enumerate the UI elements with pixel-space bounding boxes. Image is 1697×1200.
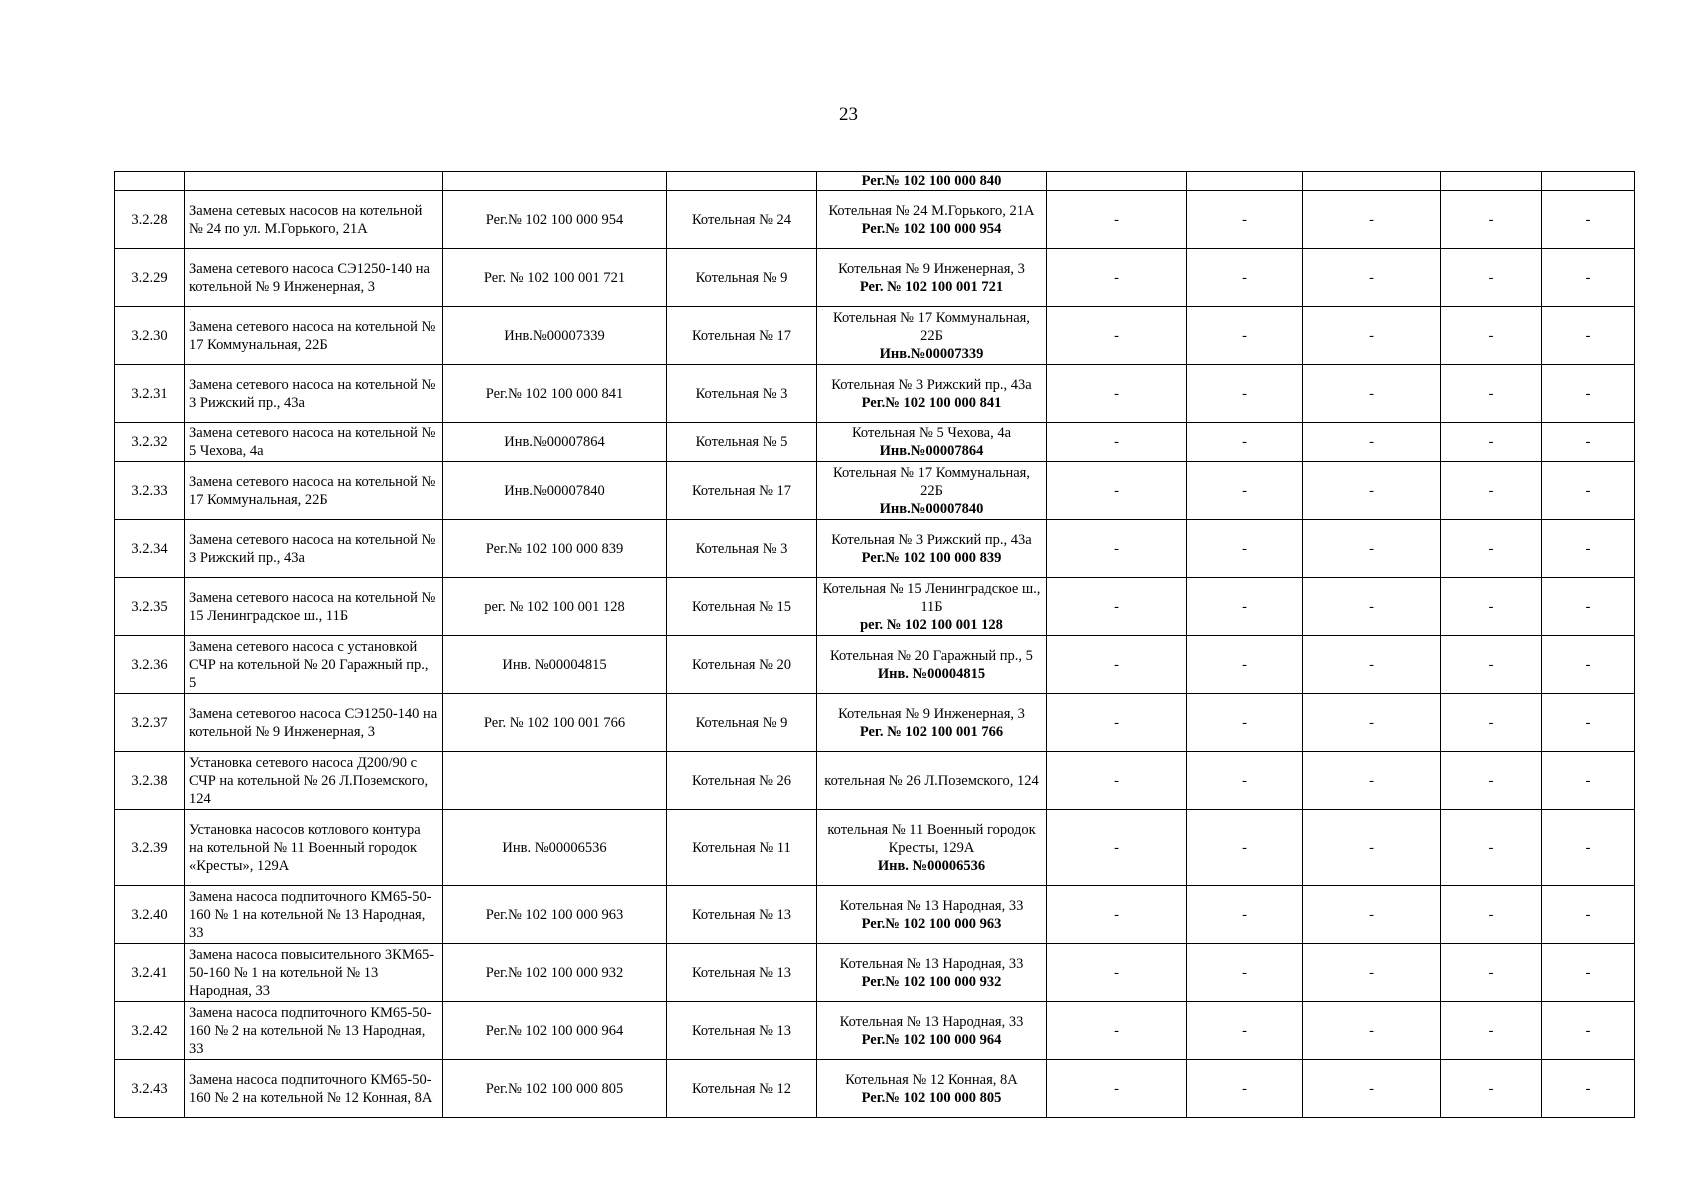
row-location-reg: Инв.№00007864: [879, 443, 984, 459]
row-cell-dash: -: [1441, 578, 1542, 636]
row-location-reg: Инв. №00004815: [877, 665, 986, 682]
row-cell-dash: -: [1047, 423, 1187, 462]
row-location-reg: Рег.№ 102 100 000 954: [861, 220, 1002, 237]
row-inventory-number: Инв.№00007840: [443, 462, 667, 520]
row-inventory-number: Инв. №00004815: [443, 636, 667, 694]
row-location-text: Котельная № 15 Ленинградское ш., 11Б: [822, 580, 1041, 615]
row-description: Замена сетевых насосов на котельной № 24 по ул. М.Горького, 21А: [185, 191, 443, 249]
table-row: [115, 1060, 1635, 1118]
row-cell-dash: -: [1441, 636, 1542, 694]
row-location: [817, 520, 1047, 578]
row-cell-dash: -: [1187, 752, 1303, 810]
row-location: [817, 1060, 1047, 1118]
row-inventory-number: Рег.№ 102 100 000 839: [443, 520, 667, 578]
row-description: Замена сетевогоо насоса СЭ1250-140 на котельной № 9 Инженерная, 3: [185, 694, 443, 752]
table-row: [115, 423, 1635, 462]
row-location-reg: рег. № 102 100 001 128: [860, 616, 1003, 633]
row-cell-dash: -: [1047, 520, 1187, 578]
row-inventory-number: Рег.№ 102 100 000 932: [443, 944, 667, 1002]
row-cell-dash: -: [1542, 636, 1635, 694]
row-location: [817, 423, 1047, 462]
row-inventory-number: Инв. №00006536: [443, 810, 667, 886]
row-object: Котельная № 13: [667, 1002, 817, 1060]
row-number: 3.2.29: [115, 249, 185, 307]
row-number: 3.2.32: [115, 423, 185, 462]
row-description: Замена сетевого насоса на котельной № 3 Рижский пр., 43а: [185, 520, 443, 578]
row-location: [817, 249, 1047, 307]
row-location-reg: Рег.№ 102 100 000 964: [861, 1031, 1002, 1048]
row-cell-dash: -: [1187, 520, 1303, 578]
row-location-text: Котельная № 3 Рижский пр., 43а: [831, 531, 1032, 548]
row-location: [817, 462, 1047, 520]
row-cell-dash: -: [1303, 365, 1441, 423]
row-number: 3.2.30: [115, 307, 185, 365]
table-row: [115, 886, 1635, 944]
row-cell-dash: -: [1441, 307, 1542, 365]
row-object: Котельная № 26: [667, 752, 817, 810]
row-location: [817, 810, 1047, 886]
row-cell-dash: -: [1441, 752, 1542, 810]
row-description: Замена насоса подпиточного КМ65-50-160 № 2 на котельной № 12 Конная, 8А: [185, 1060, 443, 1118]
row-cell-dash: -: [1303, 191, 1441, 249]
row-description: Установка сетевого насоса Д200/90 с СЧР на котельной № 26 Л.Поземского, 124: [185, 752, 443, 810]
row-cell-dash: -: [1187, 810, 1303, 886]
row-inventory-number: [443, 752, 667, 810]
page-number: 23: [839, 104, 858, 125]
row-location: [817, 578, 1047, 636]
row-cell-dash: -: [1047, 944, 1187, 1002]
row-object: Котельная № 9: [667, 694, 817, 752]
row-cell-dash: -: [1441, 365, 1542, 423]
row-location-text: Котельная № 9 Инженерная, 3: [838, 260, 1025, 277]
row-object: Котельная № 13: [667, 886, 817, 944]
row-cell-dash: -: [1542, 520, 1635, 578]
row-cell-dash: -: [1542, 462, 1635, 520]
row-location-text: котельная № 11 Военный городок Кресты, 129А: [827, 821, 1036, 856]
table-body: [115, 172, 1635, 1118]
table-row: [115, 307, 1635, 365]
row-number: 3.2.36: [115, 636, 185, 694]
row-cell-dash: -: [1542, 944, 1635, 1002]
row-location-text: Котельная № 3 Рижский пр., 43а: [831, 376, 1032, 393]
row-cell-dash: -: [1441, 1060, 1542, 1118]
row-cell-dash: -: [1047, 1060, 1187, 1118]
continuation-reg: Рег.№ 102 100 000 840: [861, 173, 1002, 189]
row-cell-dash: -: [1047, 462, 1187, 520]
row-cell-dash: -: [1542, 365, 1635, 423]
table-row: [115, 810, 1635, 886]
row-cell-dash: -: [1542, 886, 1635, 944]
row-cell-dash: -: [1303, 462, 1441, 520]
row-cell-dash: -: [1303, 944, 1441, 1002]
row-cell-dash: -: [1047, 191, 1187, 249]
row-cell-dash: -: [1303, 886, 1441, 944]
row-cell-dash: -: [1441, 694, 1542, 752]
row-inventory-number: Рег.№ 102 100 000 964: [443, 1002, 667, 1060]
row-cell-dash: -: [1441, 944, 1542, 1002]
row-cell-dash: -: [1047, 694, 1187, 752]
row-cell-dash: -: [1441, 249, 1542, 307]
row-location: [817, 636, 1047, 694]
row-cell-dash: -: [1047, 578, 1187, 636]
row-location-text: Котельная № 13 Народная, 33: [839, 955, 1024, 972]
row-cell-dash: -: [1047, 752, 1187, 810]
row-location-reg: Рег.№ 102 100 000 841: [861, 394, 1002, 411]
row-location-text: Котельная № 13 Народная, 33: [839, 1013, 1024, 1030]
row-location-text: Котельная № 20 Гаражный пр., 5: [830, 647, 1033, 664]
row-location-reg: Рег.№ 102 100 000 805: [861, 1089, 1002, 1106]
row-cell-dash: -: [1187, 886, 1303, 944]
row-object: Котельная № 24: [667, 191, 817, 249]
row-cell-dash: -: [1542, 307, 1635, 365]
table-row: [115, 365, 1635, 423]
row-inventory-number: Инв.№00007339: [443, 307, 667, 365]
row-cell-dash: -: [1542, 1002, 1635, 1060]
row-cell-dash: -: [1047, 249, 1187, 307]
row-cell-dash: -: [1187, 1060, 1303, 1118]
row-cell-dash: -: [1303, 423, 1441, 462]
row-object: Котельная № 3: [667, 520, 817, 578]
row-cell-dash: -: [1047, 1002, 1187, 1060]
row-cell-dash: -: [1047, 307, 1187, 365]
row-inventory-number: рег. № 102 100 001 128: [443, 578, 667, 636]
row-cell-dash: -: [1303, 694, 1441, 752]
row-number: 3.2.38: [115, 752, 185, 810]
row-location-text: Котельная № 13 Народная, 33: [839, 897, 1024, 914]
row-location: [817, 694, 1047, 752]
row-description: Замена сетевого насоса на котельной № 17 Коммунальная, 22Б: [185, 462, 443, 520]
row-location: [817, 365, 1047, 423]
row-inventory-number: Рег. № 102 100 001 766: [443, 694, 667, 752]
row-location: [817, 307, 1047, 365]
row-cell-dash: -: [1542, 694, 1635, 752]
row-object: Котельная № 17: [667, 307, 817, 365]
row-location-text: котельная № 26 Л.Поземского, 124: [824, 772, 1039, 789]
row-description: Замена сетевого насоса с установкой СЧР на котельной № 20 Гаражный пр., 5: [185, 636, 443, 694]
row-number: 3.2.37: [115, 694, 185, 752]
row-location-text: Котельная № 12 Конная, 8А: [845, 1071, 1018, 1088]
table-row: [115, 249, 1635, 307]
row-inventory-number: Рег.№ 102 100 000 954: [443, 191, 667, 249]
row-object: Котельная № 17: [667, 462, 817, 520]
row-cell-dash: -: [1047, 636, 1187, 694]
row-location-reg: Инв. №00006536: [877, 857, 986, 874]
row-location-reg: Инв.№00007840: [879, 500, 984, 517]
row-object: Котельная № 9: [667, 249, 817, 307]
row-number: 3.2.43: [115, 1060, 185, 1118]
table-row-continuation: [115, 172, 1635, 191]
row-cell-dash: -: [1542, 249, 1635, 307]
table-row: [115, 1002, 1635, 1060]
row-location-text: Котельная № 9 Инженерная, 3: [838, 705, 1025, 722]
row-cell-dash: -: [1187, 462, 1303, 520]
row-object: Котельная № 12: [667, 1060, 817, 1118]
row-number: 3.2.28: [115, 191, 185, 249]
row-cell-dash: -: [1303, 810, 1441, 886]
row-cell-dash: -: [1303, 752, 1441, 810]
row-location-text: Котельная № 5 Чехова, 4а: [851, 425, 1012, 441]
row-object: Котельная № 5: [667, 423, 817, 462]
row-location: [817, 886, 1047, 944]
row-cell-dash: -: [1047, 810, 1187, 886]
row-location-reg: Рег. № 102 100 001 766: [859, 723, 1004, 740]
work-table: [114, 171, 1635, 1118]
row-cell-dash: -: [1187, 578, 1303, 636]
row-location: [817, 191, 1047, 249]
row-description: Замена сетевого насоса на котельной № 3 Рижский пр., 43а: [185, 365, 443, 423]
row-location: [817, 944, 1047, 1002]
row-description: Замена сетевого насоса СЭ1250-140 на котельной № 9 Инженерная, 3: [185, 249, 443, 307]
row-number: 3.2.42: [115, 1002, 185, 1060]
row-number: 3.2.34: [115, 520, 185, 578]
row-description: Замена сетевого насоса на котельной № 5 Чехова, 4а: [185, 423, 443, 462]
row-cell-dash: -: [1441, 520, 1542, 578]
row-cell-dash: -: [1303, 249, 1441, 307]
row-cell-dash: -: [1187, 694, 1303, 752]
row-location-reg: Рег.№ 102 100 000 839: [861, 549, 1002, 566]
row-number: 3.2.33: [115, 462, 185, 520]
row-description: Замена насоса подпиточного КМ65-50-160 № 2 на котельной № 13 Народная, 33: [185, 1002, 443, 1060]
table-row: [115, 694, 1635, 752]
table-row: [115, 944, 1635, 1002]
row-cell-dash: -: [1542, 191, 1635, 249]
row-cell-dash: -: [1187, 423, 1303, 462]
row-object: Котельная № 3: [667, 365, 817, 423]
row-object: Котельная № 15: [667, 578, 817, 636]
row-cell-dash: -: [1303, 520, 1441, 578]
row-location-reg: Инв.№00007339: [879, 345, 984, 362]
row-location-reg: Рег.№ 102 100 000 963: [861, 915, 1002, 932]
row-cell-dash: -: [1542, 810, 1635, 886]
row-location-text: Котельная № 24 М.Горького, 21А: [828, 202, 1035, 219]
row-cell-dash: -: [1441, 191, 1542, 249]
table-row: [115, 520, 1635, 578]
row-cell-dash: -: [1542, 1060, 1635, 1118]
row-number: 3.2.40: [115, 886, 185, 944]
row-location: [817, 1002, 1047, 1060]
table-row: [115, 636, 1635, 694]
row-cell-dash: -: [1187, 944, 1303, 1002]
row-inventory-number: Рег.№ 102 100 000 841: [443, 365, 667, 423]
row-cell-dash: -: [1047, 365, 1187, 423]
row-number: 3.2.31: [115, 365, 185, 423]
row-cell-dash: -: [1187, 307, 1303, 365]
table-row: [115, 752, 1635, 810]
row-cell-dash: -: [1303, 636, 1441, 694]
row-object: Котельная № 13: [667, 944, 817, 1002]
row-location-reg: Рег. № 102 100 001 721: [859, 278, 1004, 295]
row-inventory-number: Рег. № 102 100 001 721: [443, 249, 667, 307]
row-cell-dash: -: [1187, 636, 1303, 694]
row-cell-dash: -: [1303, 1060, 1441, 1118]
row-number: 3.2.39: [115, 810, 185, 886]
table-row: [115, 191, 1635, 249]
row-location-reg: Рег.№ 102 100 000 932: [861, 973, 1002, 990]
row-object: Котельная № 20: [667, 636, 817, 694]
row-cell-dash: -: [1542, 578, 1635, 636]
row-inventory-number: Рег.№ 102 100 000 963: [443, 886, 667, 944]
table-row: [115, 462, 1635, 520]
row-cell-dash: -: [1441, 462, 1542, 520]
row-number: 3.2.35: [115, 578, 185, 636]
row-cell-dash: -: [1441, 810, 1542, 886]
row-cell-dash: -: [1187, 365, 1303, 423]
row-cell-dash: -: [1047, 886, 1187, 944]
row-cell-dash: -: [1303, 578, 1441, 636]
row-cell-dash: -: [1441, 423, 1542, 462]
row-object: Котельная № 11: [667, 810, 817, 886]
row-description: Замена насоса подпиточного КМ65-50-160 № 1 на котельной № 13 Народная, 33: [185, 886, 443, 944]
row-cell-dash: -: [1542, 423, 1635, 462]
row-location: [817, 752, 1047, 810]
row-description: Замена сетевого насоса на котельной № 17 Коммунальная, 22Б: [185, 307, 443, 365]
row-cell-dash: -: [1187, 249, 1303, 307]
row-cell-dash: -: [1542, 752, 1635, 810]
row-cell-dash: -: [1187, 191, 1303, 249]
row-location-text: Котельная № 17 Коммунальная, 22Б: [833, 464, 1030, 499]
row-cell-dash: -: [1303, 307, 1441, 365]
row-cell-dash: -: [1441, 1002, 1542, 1060]
row-description: Установка насосов котлового контура на котельной № 11 Военный городок «Кресты», 129А: [185, 810, 443, 886]
row-cell-dash: -: [1441, 886, 1542, 944]
row-cell-dash: -: [1303, 1002, 1441, 1060]
table-row: [115, 578, 1635, 636]
row-number: 3.2.41: [115, 944, 185, 1002]
row-inventory-number: Инв.№00007864: [443, 423, 667, 462]
row-description: Замена сетевого насоса на котельной № 15 Ленинградское ш., 11Б: [185, 578, 443, 636]
row-cell-dash: -: [1187, 1002, 1303, 1060]
row-inventory-number: Рег.№ 102 100 000 805: [443, 1060, 667, 1118]
row-location-text: Котельная № 17 Коммунальная, 22Б: [833, 309, 1030, 344]
row-description: Замена насоса повысительного 3КМ65-50-160 № 1 на котельной № 13 Народная, 33: [185, 944, 443, 1002]
